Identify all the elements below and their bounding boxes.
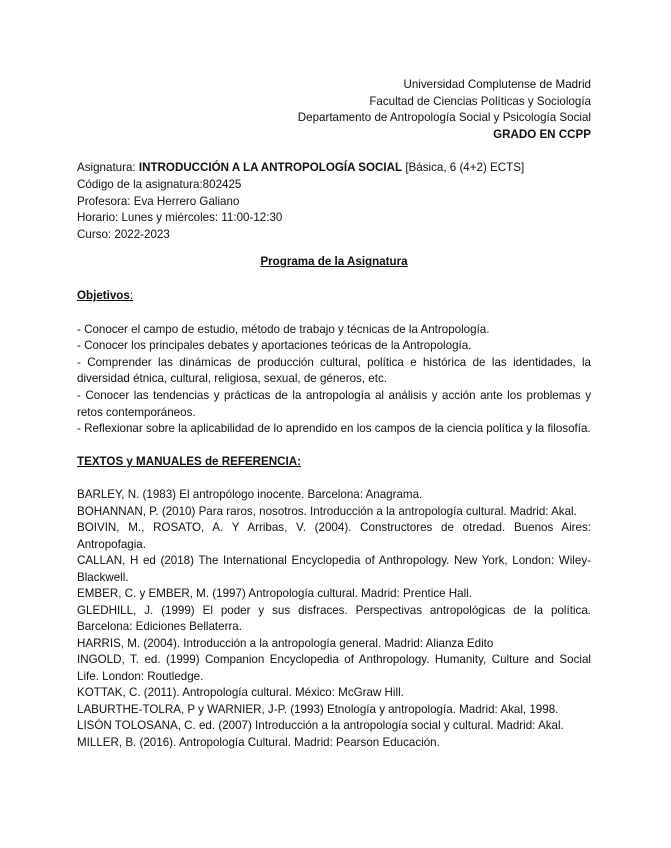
program-title: Programa de la Asignatura: [260, 255, 408, 269]
university-name: Universidad Complutense de Madrid: [403, 78, 591, 91]
subject-name: INTRODUCCIÓN A LA ANTROPOLOGÍA SOCIAL: [138, 161, 403, 175]
objective-item: - Conocer los principales debates y aportaciones teóricas de la Antropología.: [77, 339, 472, 353]
reference-item: BOHANNAN, P. (2010) Para raros, nosotros. Introducción a la antropología cultural. Madrid: Akal.: [77, 504, 577, 518]
department-name: Departamento de Antropología Social y Psicología Social: [297, 111, 591, 125]
reference-item: MILLER, B. (2016). Antropología Cultural. Madrid: Pearson Educación.: [77, 735, 440, 749]
subject-label: Asignatura:: [77, 161, 139, 175]
objective-item: - Conocer el campo de estudio, método de trabajo y técnicas de la Antropología.: [77, 322, 490, 336]
reference-item: LABURTHE-TOLRA, P y WARNIER, J-P. (1993) Etnología y antropología. Madrid: Akal, 1998.: [77, 702, 559, 716]
objective-item: - Conocer las tendencias y prácticas de la antropología al análisis y acción ante los problemas y retos contemporáneos.: [77, 388, 591, 419]
objectives-heading: [77, 288, 591, 305]
subject-code: Código de la asignatura:802425: [77, 177, 242, 191]
reference-item: HARRIS, M. (2004). Introducción a la antropología general. Madrid: Alianza Edito: [77, 636, 494, 650]
reference-item: EMBER, C. y EMBER, M. (1997) Antropología cultural. Madrid: Prentice Hall.: [77, 587, 472, 601]
references-heading: TEXTOS y MANUALES de REFERENCIA:: [77, 454, 301, 468]
document-page: [77, 77, 591, 751]
subject-line: [77, 160, 591, 177]
reference-item: LISÓN TOLOSANA, C. ed. (2007) Introducción a la antropología social y cultural. Madrid: Akal.: [77, 719, 564, 733]
objectives-list: [77, 322, 591, 438]
objective-item: - Reflexionar sobre la aplicabilidad de lo aprendido en los campos de la ciencia política y la filosofía.: [77, 422, 591, 436]
reference-item: BOIVIN, M., ROSATO, A. Y Arribas, V. (2004). Constructores de otredad. Buenos Aires: Antropofagia.: [77, 521, 591, 551]
faculty-name: Facultad de Ciencias Políticas y Sociología: [369, 94, 591, 108]
schedule: Horario: Lunes y miércoles: 11:00-12:30: [77, 211, 283, 225]
degree-name: GRADO EN CCPP: [493, 127, 591, 141]
reference-item: GLEDHILL, J. (1999) El poder y sus disfraces. Perspectivas antropológicas de la política. Barcelona: Ediciones Bellaterra.: [77, 603, 591, 634]
objectives-title: Objetivos: [77, 288, 130, 302]
reference-item: INGOLD, T. ed. (1999) Companion Encyclopedia of Anthropology. Humanity, Culture and Social Life. London: Routledge.: [77, 653, 591, 683]
course-info: [77, 160, 591, 243]
reference-item: KOTTAK, C. (2011). Antropología cultural. México: McGraw Hill.: [77, 686, 404, 700]
subject-credits: [Básica, 6 (4+2) ECTS]: [402, 161, 525, 175]
document-header: [77, 77, 591, 143]
references-list: [77, 487, 591, 751]
professor: Profesora: Eva Herrero Galiano: [77, 194, 240, 208]
reference-item: BARLEY, N. (1983) El antropólogo inocente. Barcelona: Anagrama.: [77, 488, 423, 502]
reference-item: CALLAN, H ed (2018) The International Encyclopedia of Anthropology. New York, London: Wiley-Blackwell.: [77, 554, 591, 584]
course-year: Curso: 2022-2023: [77, 227, 170, 241]
objectives-colon: :: [129, 288, 134, 302]
objective-item: - Comprender las dinámicas de producción cultural, política e histórica de las identidades, la diversidad étnica, cultural, religiosa, sexual, de géneros, etc.: [77, 355, 591, 386]
